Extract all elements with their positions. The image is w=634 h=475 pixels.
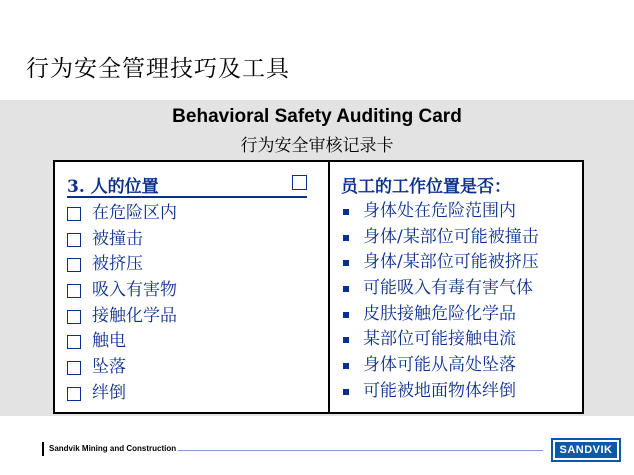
left-item-list — [67, 201, 322, 407]
checkbox[interactable] — [67, 207, 81, 221]
list-item — [67, 304, 322, 330]
item-label: 被撞击 — [92, 228, 143, 249]
card-title: Behavioral Safety Auditing Card — [172, 106, 462, 127]
item-label: 在危险区内 — [92, 203, 177, 223]
list-item — [67, 252, 322, 278]
checkbox[interactable] — [67, 284, 81, 298]
list-item — [341, 379, 581, 405]
footer-company: Sandvik Mining and Construction — [49, 444, 177, 453]
list-item — [341, 302, 581, 328]
list-item — [67, 227, 322, 253]
item-label: 可能吸入有毒有害气体 — [363, 278, 533, 299]
bullet-icon — [343, 235, 349, 241]
item-label: 身体/某部位可能被挤压 — [363, 252, 539, 273]
bullet-icon — [343, 363, 349, 369]
list-item — [341, 250, 581, 276]
item-label: 绊倒 — [92, 382, 126, 403]
bullet-icon — [343, 389, 349, 395]
bullet-icon — [343, 337, 349, 343]
list-item — [341, 327, 581, 353]
item-label: 接触化学品 — [92, 305, 177, 326]
right-item-list — [341, 199, 581, 405]
right-heading-text: 员工的工作位置是否： — [341, 177, 511, 197]
list-item — [67, 329, 322, 355]
column-divider — [328, 162, 330, 412]
list-item — [67, 278, 322, 304]
bullet-icon — [343, 260, 349, 266]
heading-checkbox[interactable] — [292, 175, 307, 190]
left-column — [67, 172, 322, 407]
list-item — [341, 199, 581, 225]
auditing-card — [53, 160, 584, 414]
left-heading-text: 3. 人的位置 — [67, 177, 159, 197]
logo-text: SANDVIK — [555, 442, 617, 458]
checkbox[interactable] — [67, 233, 81, 247]
item-label: 坠落 — [92, 357, 126, 378]
item-label: 身体处在危险范围内 — [363, 201, 516, 221]
right-column — [341, 172, 581, 405]
checkbox[interactable] — [67, 310, 81, 324]
checkbox[interactable] — [67, 335, 81, 349]
item-label: 某部位可能接触电流 — [363, 329, 516, 350]
list-item — [341, 225, 581, 251]
footer-marker — [42, 442, 44, 456]
card-subtitle: 行为安全审核记录卡 — [240, 136, 394, 156]
list-item — [341, 276, 581, 302]
bullet-icon — [343, 209, 349, 215]
item-label: 身体可能从高处坠落 — [363, 355, 516, 376]
list-item — [67, 381, 322, 407]
item-label: 触电 — [92, 331, 126, 352]
bullet-icon — [343, 312, 349, 318]
item-label: 身体/某部位可能被撞击 — [363, 226, 539, 247]
checkbox[interactable] — [67, 387, 81, 401]
list-item — [341, 353, 581, 379]
list-item — [67, 201, 322, 227]
item-label: 可能被地面物体绊倒 — [363, 380, 516, 401]
footer-divider — [178, 450, 543, 451]
item-label: 吸入有害物 — [92, 280, 177, 301]
checkbox[interactable] — [67, 258, 81, 272]
checkbox[interactable] — [67, 361, 81, 375]
bullet-icon — [343, 286, 349, 292]
item-label: 皮肤接触危险化学品 — [363, 303, 516, 324]
sandvik-logo — [551, 438, 621, 462]
right-heading — [341, 172, 581, 196]
slide-title: 行为安全管理技巧及工具 — [26, 56, 290, 82]
list-item — [67, 355, 322, 381]
item-label: 被挤压 — [92, 254, 143, 275]
left-heading — [67, 172, 307, 198]
